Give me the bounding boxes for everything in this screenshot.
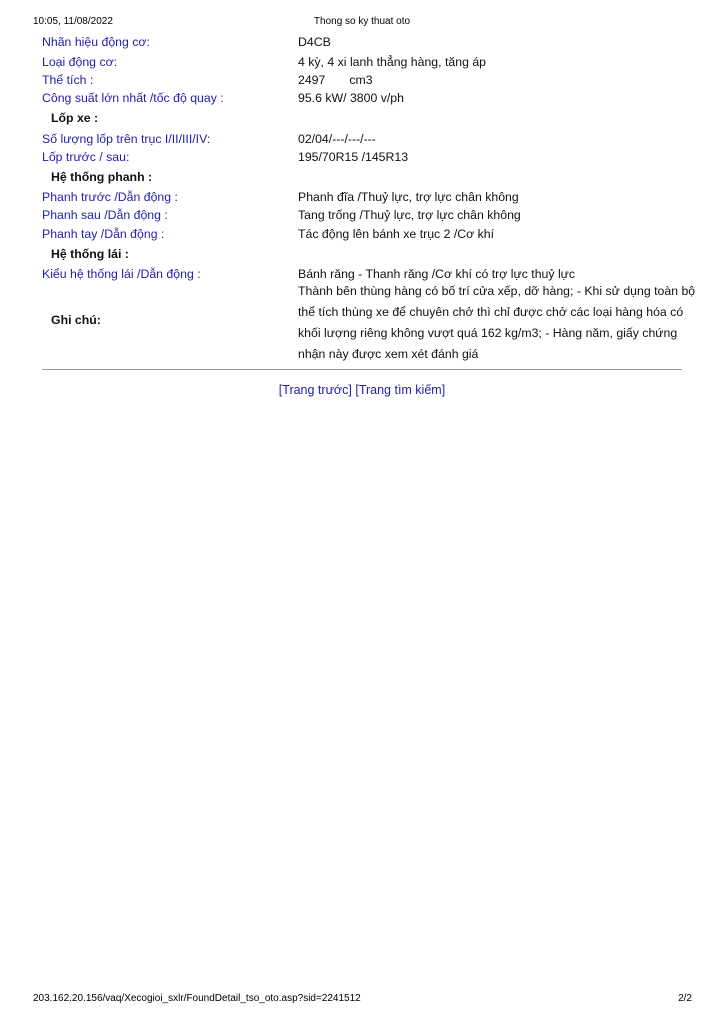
displacement-unit: cm3 — [349, 73, 373, 87]
max-power-label: Công suất lớn nhất /tốc độ quay : — [42, 91, 224, 105]
engine-brand-label: Nhãn hiệu động cơ: — [42, 35, 150, 49]
tire-count-value: 02/04/---/---/--- — [298, 132, 376, 146]
print-page-number: 2/2 — [678, 993, 692, 1004]
divider — [42, 369, 682, 370]
notes-label: Ghi chú: — [51, 313, 101, 327]
print-datetime: 10:05, 11/08/2022 — [33, 16, 113, 27]
displacement-label: Thể tích : — [42, 73, 94, 87]
print-footer — [0, 993, 724, 1007]
tire-count-label: Số lượng lốp trên trục I/II/III/IV: — [42, 132, 211, 146]
hand-brake-label: Phanh tay /Dẫn động : — [42, 227, 165, 241]
rear-brake-value: Tang trống /Thuỷ lực, trợ lực chân không — [298, 208, 521, 222]
steering-heading: Hệ thống lái : — [51, 247, 129, 261]
page-navigation — [0, 383, 724, 397]
search-page-link[interactable]: [Trang tìm kiếm] — [355, 383, 446, 397]
steering-type-label: Kiểu hệ thống lái /Dẫn động : — [42, 267, 201, 281]
front-brake-label: Phanh trước /Dẫn động : — [42, 190, 178, 204]
notes-value: Thành bên thùng hàng có bố trí cửa xếp, dỡ hàng; - Khi sử dụng toàn bộ thể tích thùng xe để chuyên chở thì chỉ được chở các loại hàng hóa có khối lượng riêng không vượt quá 162 kg/m3; - Hàng năm, giấy chứng nhận này được xem xét đánh giá — [298, 284, 696, 361]
front-brake-value: Phanh đĩa /Thuỷ lực, trợ lực chân không — [298, 190, 519, 204]
tire-size-label: Lốp trước / sau: — [42, 150, 130, 164]
steering-type-value: Bánh răng - Thanh răng /Cơ khí có trợ lực thuỷ lực — [298, 267, 576, 281]
engine-type-value: 4 kỳ, 4 xi lanh thẳng hàng, tăng áp — [298, 55, 487, 69]
print-page-title: Thong so ky thuat oto — [313, 16, 411, 27]
engine-type-label: Loại động cơ: — [42, 55, 118, 69]
hand-brake-value: Tác động lên bánh xe trục 2 /Cơ khí — [298, 227, 495, 241]
brakes-heading: Hệ thống phanh : — [51, 170, 153, 184]
displacement-value-group — [298, 71, 373, 89]
tires-heading: Lốp xe : — [51, 111, 99, 125]
tire-size-value: 195/70R15 /145R13 — [298, 150, 409, 164]
rear-brake-label: Phanh sau /Dẫn động : — [42, 208, 168, 222]
prev-page-link[interactable]: [Trang trước] — [278, 383, 352, 397]
max-power-value: 95.6 kW/ 3800 v/ph — [298, 91, 404, 105]
engine-brand-value: D4CB — [298, 35, 331, 49]
displacement-value: 2497 — [298, 73, 326, 87]
print-url: 203.162.20.156/vaq/Xecogioi_sxlr/FoundDetail_tso_oto.asp?sid=2241512 — [33, 993, 361, 1004]
print-header — [0, 16, 724, 30]
